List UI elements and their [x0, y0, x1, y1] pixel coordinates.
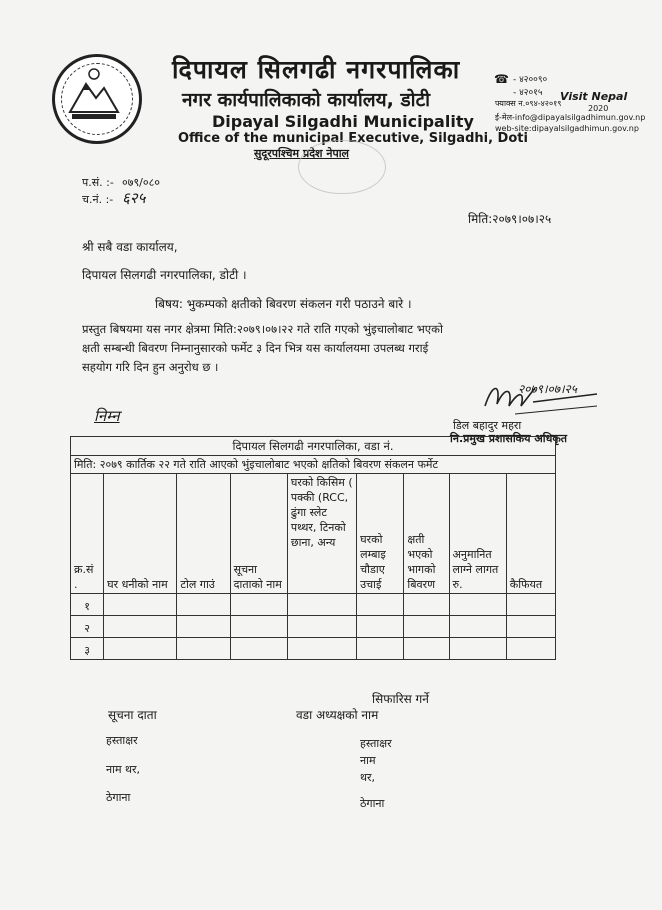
website-address: web-site:dipayalsilgadhimun.gov.np	[495, 124, 639, 133]
header-tole-village: टोल गाउं	[177, 474, 230, 594]
header-house-type: घरको किसिम ( पक्की (RCC, ढुंगा स्लेट पथ्थर, टिनको छाना, अन्य	[287, 474, 356, 594]
informant-signature-label: हस्ताक्षर	[106, 734, 138, 747]
municipality-title-english: Dipayal Silgadhi Municipality	[212, 112, 474, 131]
row-cell	[230, 594, 287, 616]
row-cell	[506, 616, 555, 638]
row-cell	[404, 594, 449, 616]
phone-icon: ☎	[494, 72, 509, 86]
table-row	[71, 616, 556, 638]
row-cell	[357, 638, 404, 660]
addressee-line-1: श्री सबै वडा कार्यालय,	[82, 240, 178, 254]
ward-chair-address-label: ठेगाना	[360, 797, 385, 810]
row-cell	[449, 616, 506, 638]
row-serial: १	[71, 594, 104, 616]
row-serial: ३	[71, 638, 104, 660]
header-serial-no: क्र.सं .	[71, 474, 104, 594]
table-header-row	[71, 474, 556, 594]
email-address: ई-मेल-info@dipayalsilgadhimun.gov.np	[495, 113, 646, 122]
row-cell	[357, 616, 404, 638]
table-title: दिपायल सिलगढी नगरपालिका, वडा नं.	[71, 437, 556, 456]
fax-number: फ्याक्स न.०९४-४२०१९	[495, 99, 562, 108]
table-row	[71, 638, 556, 660]
signer-name: डिल बहादुर महरा	[453, 419, 522, 432]
informant-heading: सूचना दाता	[108, 708, 157, 722]
row-cell	[104, 616, 177, 638]
ward-chair-heading: वडा अध्यक्षको नाम	[296, 708, 379, 722]
province-label: सुदूरपश्चिम प्रदेश नेपाल	[254, 147, 350, 160]
body-line-1: प्रस्तुत बिषयमा यस नगर क्षेत्रमा मिति:२०७९।०७।२२ गते राति गएको भुंइचालोबाट भएको	[82, 322, 443, 336]
signer-title: नि.प्रमुख प्रशासकिय अधिकृत	[450, 432, 568, 445]
signature-date: २०७९।०७।२५	[518, 382, 578, 396]
cn-value-handwritten: ६२५	[122, 189, 146, 207]
row-cell	[506, 638, 555, 660]
subject-line: बिषय: भुकम्पको क्षतीको बिवरण संकलन गरी पठाउने बारे ।	[155, 297, 412, 311]
row-cell	[449, 594, 506, 616]
recommender-heading: सिफारिस गर्ने	[372, 692, 429, 706]
row-cell	[404, 616, 449, 638]
letter-date: मिति:२०७९।०७।२५	[468, 212, 552, 226]
row-cell	[177, 638, 230, 660]
ps-label: प.सं. :-	[82, 176, 114, 189]
informant-address-label: ठेगाना	[106, 791, 131, 804]
row-cell	[357, 594, 404, 616]
ward-chair-name-label: नाम	[360, 754, 376, 767]
ps-value: ०७९/०८०	[122, 176, 161, 189]
header-remarks: कैफियत	[506, 474, 555, 594]
header-house-dimensions: घरको लम्बाइ चौडाए उचाई	[357, 474, 404, 594]
row-cell	[177, 616, 230, 638]
row-cell	[104, 594, 177, 616]
row-serial: २	[71, 616, 104, 638]
government-emblem-logo	[52, 54, 142, 144]
informant-name-label: नाम थर,	[106, 763, 141, 776]
visit-nepal-year: 2020	[588, 104, 609, 113]
header-informant-name: सूचना दाताको नाम	[230, 474, 287, 594]
table-row	[71, 594, 556, 616]
municipality-title-nepali: दिपायल सिलगढी नगरपालिका	[172, 55, 461, 84]
row-cell	[287, 638, 356, 660]
row-cell	[404, 638, 449, 660]
row-cell	[104, 638, 177, 660]
table-subtitle: मिति: २०७९ कार्तिक २२ गते राति आएको भुंइचालोबाट भएको क्षतिको बिवरण संकलन फर्मेट	[71, 456, 556, 474]
section-label: निम्न	[94, 407, 120, 425]
ward-chair-surname-label: थर,	[360, 771, 376, 784]
header-house-owner: घर धनीको नाम	[104, 474, 177, 594]
row-cell	[449, 638, 506, 660]
addressee-line-2: दिपायल सिलगढी नगरपालिका, डोटी ।	[82, 268, 247, 282]
phone-number-1: - ४२००९०	[513, 75, 548, 85]
row-cell	[230, 638, 287, 660]
body-line-2: क्षती सम्बन्धी बिवरण निम्नानुसारको फर्मेट ३ दिन भित्र यस कार्यालयमा उपलब्ध गराई	[82, 341, 429, 355]
row-cell	[287, 594, 356, 616]
header-damaged-part: क्षती भएको भागको बिवरण	[404, 474, 449, 594]
office-stamp	[298, 140, 386, 194]
body-line-3: सहयोग गरि दिन हुन अनुरोध छ ।	[82, 360, 219, 374]
cn-label: च.नं. :-	[82, 193, 114, 206]
row-cell	[177, 594, 230, 616]
visit-nepal-logo: Visit Nepal	[560, 90, 628, 103]
row-cell	[506, 594, 555, 616]
row-cell	[287, 616, 356, 638]
row-cell	[230, 616, 287, 638]
damage-report-form-table	[70, 436, 556, 660]
phone-number-2: - ४२०१५	[513, 88, 543, 98]
office-subtitle-nepali: नगर कार्यपालिकाको कार्यालय, डोटी	[182, 89, 431, 111]
ward-chair-signature-label: हस्ताक्षर	[360, 737, 392, 750]
header-estimated-cost: अनुमानित लाग्ने लागत रु.	[449, 474, 506, 594]
office-subtitle-english: Office of the municipal Executive, Silgadhi, Doti	[178, 131, 528, 146]
